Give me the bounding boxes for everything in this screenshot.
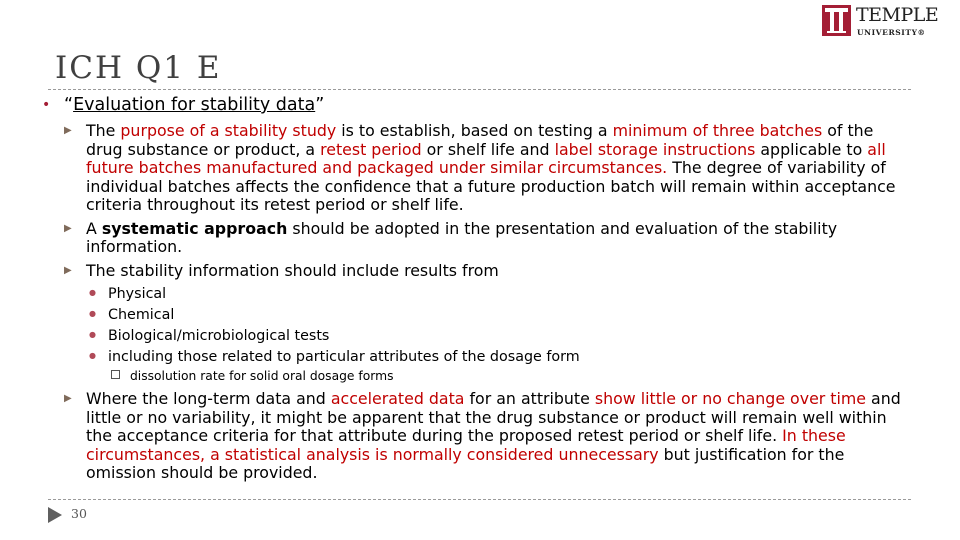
dot-bullet-icon: ● xyxy=(89,330,96,339)
logo-subtext: UNIVERSITY® xyxy=(857,28,926,37)
sub-item: ● including those related to particular attributes of the dosage form xyxy=(89,349,580,365)
temple-t-mark-icon xyxy=(822,5,851,36)
bullet-dot-icon: • xyxy=(42,97,51,113)
bullet-purpose: ▶ The purpose of a stability study is to establish, based on testing a minimum of three batches of the drug substance or product, a retest period or shelf life and label storage instructions applicable to all future batches manufactured and packaged under similar circumstances. The degree of variability of individual batches affects the confidence that a future production batch will remain within acceptance criteria throughout its retest period or shelf life. xyxy=(64,121,896,214)
sub-item: ● Biological/microbiological tests xyxy=(89,328,330,344)
heading-text: Evaluation for stability data xyxy=(73,95,316,115)
sub-item: ● Physical xyxy=(89,286,167,302)
slide-content xyxy=(40,95,910,488)
sub-sub-item: dissolution rate for solid oral dosage forms xyxy=(40,369,910,384)
arrow-bullet-icon: ▶ xyxy=(64,222,72,234)
logo-wordmark: TEMPLE xyxy=(856,4,939,26)
arrow-bullet-icon: ▶ xyxy=(64,125,72,136)
dot-bullet-icon: ● xyxy=(89,351,96,360)
temple-university-logo xyxy=(822,5,944,39)
sub-item: ● Chemical xyxy=(89,307,175,323)
bottom-divider xyxy=(48,499,911,500)
arrow-bullet-icon: ▶ xyxy=(64,393,72,404)
open-quote: “ xyxy=(64,95,74,115)
close-quote: ” xyxy=(315,95,325,115)
top-divider xyxy=(48,89,911,90)
heading-bullet xyxy=(40,95,910,116)
slide-title: ICH Q1 E xyxy=(55,50,222,86)
page-number: 30 xyxy=(71,506,87,521)
play-arrow-icon xyxy=(48,507,62,523)
dot-bullet-icon: ● xyxy=(89,309,96,318)
dot-bullet-icon: ● xyxy=(89,288,96,297)
bullet-systematic: ▶ A systematic approach should be adopted in the presentation and evaluation of the stability information. xyxy=(64,218,838,256)
bullet-results: ▶ The stability information should include results from xyxy=(64,260,499,280)
bullet-long-term: ▶ Where the long-term data and accelerated data for an attribute show little or no change over time and little or no variability, it might be apparent that the drug substance or product will remain well within the acceptance criteria for that attribute during the proposed retest period or shelf life. In these circumstances, a statistical analysis is normally considered unnecessary but justification for the omission should be provided. xyxy=(64,389,901,482)
square-bullet-icon xyxy=(111,370,120,379)
arrow-bullet-icon: ▶ xyxy=(64,264,72,276)
